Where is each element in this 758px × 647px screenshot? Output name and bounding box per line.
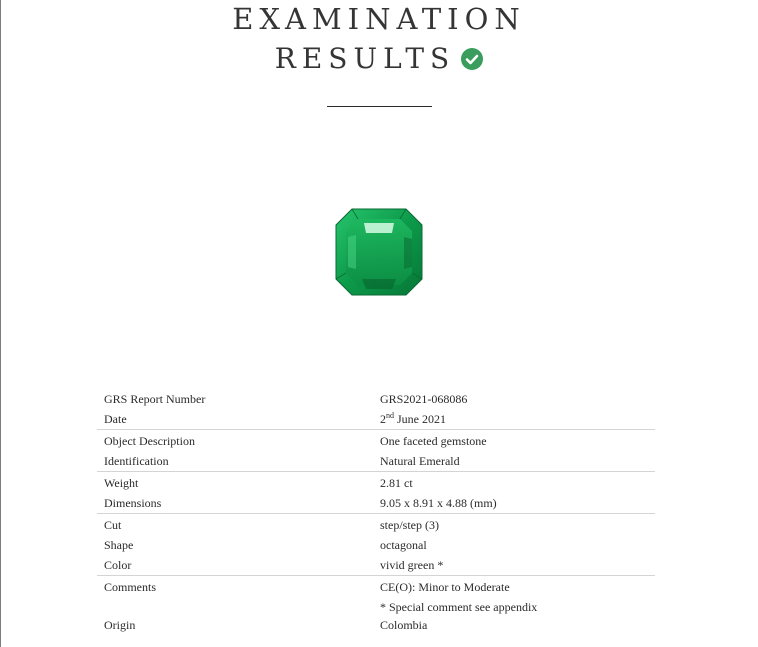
result-value: 2.81 ct [380,476,413,490]
result-label: GRS Report Number [104,392,206,406]
result-label: Identification [104,454,169,468]
result-value: Colombia [380,618,428,632]
result-label: Comments [104,580,157,594]
result-row-origin [97,615,655,635]
page-title-line-2-text: RESULTS [274,42,456,75]
result-row-shape [97,535,655,555]
examination-results-table [97,389,655,635]
result-label: Shape [104,538,134,552]
result-label: Origin [104,618,136,632]
result-value: vivid green * [380,558,444,572]
result-row-dimensions [97,493,655,514]
page-title-line-1: EXAMINATION [232,2,526,36]
result-value: Natural Emerald [380,454,460,468]
date-month-year: June 2021 [394,412,446,426]
result-row-weight [97,473,655,493]
result-label: Date [104,412,127,426]
result-value [380,409,446,429]
result-row-report-number [97,389,655,409]
result-label: Weight [104,476,139,490]
result-label: Color [104,558,132,572]
result-value: GRS2021-068086 [380,392,468,406]
result-row-identification [97,451,655,472]
result-value: 9.05 x 8.91 x 4.88 (mm) [380,496,497,510]
date-day-suffix: nd [386,411,394,420]
result-label: Object Description [104,434,195,448]
result-row-color [97,555,655,576]
result-value [380,577,537,617]
result-row-object-description [97,431,655,451]
date-day: 2 [380,412,386,426]
emerald-gem-image [334,207,424,297]
check-circle-icon [461,48,483,70]
result-value: step/step (3) [380,518,439,532]
result-value: octagonal [380,538,427,552]
comment-line: * Special comment see appendix [380,600,538,614]
result-row-cut [97,515,655,535]
comment-line: CE(O): Minor to Moderate [380,580,510,594]
result-label: Dimensions [104,496,162,510]
result-label: Cut [104,518,122,532]
result-value: One faceted gemstone [380,434,487,448]
title-divider [327,106,432,107]
result-row-date [97,409,655,430]
result-row-comments [97,577,655,615]
page-title-line-2 [0,42,758,75]
page-left-border [0,0,1,647]
